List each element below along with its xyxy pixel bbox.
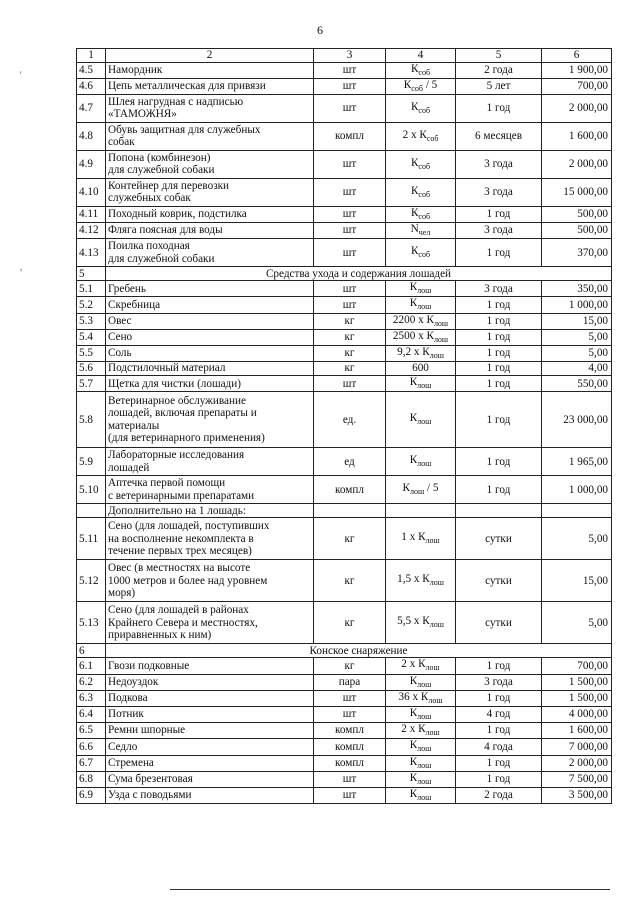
item-name: [106, 150, 314, 178]
unit: ед: [314, 448, 386, 476]
unit: шт: [314, 690, 386, 706]
item-number: 6.1: [77, 658, 106, 674]
period: 6 месяцев: [456, 122, 542, 150]
unit: кг: [314, 346, 386, 362]
table-row: [77, 150, 612, 178]
margin-mark: ': [20, 70, 22, 80]
table-row: [77, 723, 612, 739]
item-name-line: Сено (для лошадей в районах: [108, 604, 249, 617]
quantity: [386, 504, 456, 518]
quantity: $К_{лош}$: [386, 674, 456, 690]
price: 5,00: [542, 329, 612, 345]
item-number: 6.6: [77, 739, 106, 755]
unit: шт: [314, 78, 386, 94]
unit: кг: [314, 560, 386, 602]
period: 1 год: [456, 239, 542, 267]
period: 4 год: [456, 706, 542, 722]
page-number: 6: [317, 23, 323, 37]
quantity: $К_{лош}$: [386, 281, 456, 297]
quantity: $К_{соб}$: [386, 178, 456, 206]
item-number: 5.13: [77, 602, 106, 644]
item-name-line: Сено: [108, 331, 133, 344]
table-row: [77, 392, 612, 448]
quantity: $К_{лош}$: [386, 771, 456, 787]
table-row: [77, 206, 612, 222]
unit: ед.: [314, 392, 386, 448]
price: 23 000,00: [542, 392, 612, 448]
item-name: [106, 376, 314, 392]
item-name-line: для служебной собаки: [108, 252, 215, 265]
quantity: 2200 x $К_{лош}$: [386, 313, 456, 329]
item-number: 6.4: [77, 706, 106, 722]
item-name-line: на восполнение некомплекта в: [108, 532, 254, 545]
period: [456, 504, 542, 518]
item-name: [106, 223, 314, 239]
price: 550,00: [542, 376, 612, 392]
item-name-line: «ТАМОЖНЯ»: [108, 108, 177, 121]
item-name-line: Намордник: [108, 63, 163, 76]
quantity: 2 x $К_{соб}$: [386, 122, 456, 150]
item-number: 5.8: [77, 392, 106, 448]
item-name: [106, 706, 314, 722]
item-number: 4.13: [77, 239, 106, 267]
item-name: [106, 723, 314, 739]
item-name-line: Щетка для чистки (лошади): [108, 377, 241, 390]
item-name: [106, 690, 314, 706]
quantity: $К_{лош}$: [386, 392, 456, 448]
price: 350,00: [542, 281, 612, 297]
price: 15,00: [542, 560, 612, 602]
item-name-line: Ветеринарное обслуживание: [108, 394, 246, 407]
period: 1 год: [456, 755, 542, 771]
header-cell: 1: [77, 49, 106, 63]
table-row: [77, 329, 612, 345]
table-row: [77, 658, 612, 674]
item-name: [106, 62, 314, 78]
item-number: 4.9: [77, 150, 106, 178]
item-name-line: с ветеринарными препаратами: [108, 489, 255, 502]
item-name-line: Гребень: [108, 282, 146, 295]
table-row: [77, 771, 612, 787]
unit: шт: [314, 62, 386, 78]
unit: шт: [314, 771, 386, 787]
quantity: 600: [386, 362, 456, 376]
table-row: [77, 602, 612, 644]
quantity: 2 x $К_{лош}$: [386, 658, 456, 674]
quantity: 9,2 x $К_{лош}$: [386, 346, 456, 362]
item-number: 5.6: [77, 362, 106, 376]
item-name-line: служебных собак: [108, 192, 191, 205]
table-row: [77, 362, 612, 376]
unit: шт: [314, 281, 386, 297]
price: 1 000,00: [542, 297, 612, 313]
item-name-line: течение первых трех месяцев): [108, 545, 252, 558]
item-number: 6.8: [77, 771, 106, 787]
unit: шт: [314, 706, 386, 722]
period: сутки: [456, 518, 542, 560]
unit: кг: [314, 362, 386, 376]
price: 1 000,00: [542, 476, 612, 504]
quantity: $К_{соб}$: [386, 150, 456, 178]
item-number: 5.2: [77, 297, 106, 313]
item-name: [106, 178, 314, 206]
price: [542, 504, 612, 518]
item-number: [77, 504, 106, 518]
item-number: 5.4: [77, 329, 106, 345]
item-number: 4.6: [77, 78, 106, 94]
unit: кг: [314, 518, 386, 560]
period: 1 год: [456, 771, 542, 787]
table-row: [77, 755, 612, 771]
table-row: [77, 448, 612, 476]
table-row: [77, 706, 612, 722]
price: 15,00: [542, 313, 612, 329]
period: 1 год: [456, 206, 542, 222]
item-name-line: собак: [108, 136, 135, 149]
table-row: [77, 690, 612, 706]
quantity: 2500 x $К_{лош}$: [386, 329, 456, 345]
item-number: 5.5: [77, 346, 106, 362]
table-body: [77, 49, 612, 804]
period: 1 год: [456, 658, 542, 674]
table-row: [77, 281, 612, 297]
item-name: [106, 560, 314, 602]
item-number: 6.7: [77, 755, 106, 771]
item-name-line: лошадей: [108, 461, 150, 474]
norms-table: [76, 48, 612, 804]
section-title: Конское снаряжение: [106, 644, 612, 658]
item-name-line: Контейнер для перевозки: [108, 179, 230, 192]
table-row: [77, 239, 612, 267]
quantity: $К_{лош}$: [386, 376, 456, 392]
table-row: [77, 674, 612, 690]
item-name-line: для служебной собаки: [108, 164, 215, 177]
item-name-line: моря): [108, 587, 136, 600]
item-number: 5.1: [77, 281, 106, 297]
table-row: [77, 297, 612, 313]
item-name-line: Фляга поясная для воды: [108, 224, 223, 237]
item-name-line: Гвози подковные: [108, 659, 190, 672]
price: 5,00: [542, 518, 612, 560]
item-name-line: Попона (комбинезон): [108, 151, 211, 164]
price: 700,00: [542, 78, 612, 94]
item-name-line: Седло: [108, 740, 138, 753]
quantity: $К_{лош}$: [386, 706, 456, 722]
item-name-line: Скребница: [108, 298, 161, 311]
item-name: [106, 297, 314, 313]
table-row: [77, 739, 612, 755]
header-cell: 2: [106, 49, 314, 63]
unit: шт: [314, 297, 386, 313]
item-name: [106, 504, 314, 518]
item-number: 5.3: [77, 313, 106, 329]
item-name-line: Сума брезентовая: [108, 773, 193, 786]
quantity: $К_{лош}$: [386, 739, 456, 755]
table-row: [77, 476, 612, 504]
period: 1 год: [456, 362, 542, 376]
quantity: $К_{соб}$: [386, 62, 456, 78]
item-number: 6.3: [77, 690, 106, 706]
quantity: $К_{соб}$: [386, 206, 456, 222]
item-name-line: Стремена: [108, 756, 154, 769]
item-number: 4.12: [77, 223, 106, 239]
quantity: $К_{соб}$: [386, 94, 456, 122]
period: 2 года: [456, 787, 542, 803]
item-name-line: Походный коврик, подстилка: [108, 208, 247, 221]
price: 1 600,00: [542, 122, 612, 150]
period: 1 год: [456, 476, 542, 504]
item-name-line: Крайнего Севера и местностях,: [108, 616, 258, 629]
table-row: [77, 313, 612, 329]
item-name-line: (для ветеринарного применения): [108, 432, 265, 445]
item-name-line: Поилка походная: [108, 240, 190, 253]
item-name: [106, 313, 314, 329]
item-name-line: Шлея нагрудная с надписью: [108, 95, 244, 108]
item-name: [106, 771, 314, 787]
item-name: [106, 346, 314, 362]
period: 1 год: [456, 690, 542, 706]
period: 1 год: [456, 392, 542, 448]
item-name-line: материалы: [108, 419, 160, 432]
item-number: 6.2: [77, 674, 106, 690]
unit: шт: [314, 376, 386, 392]
period: 1 год: [456, 376, 542, 392]
period: сутки: [456, 602, 542, 644]
item-number: 5.11: [77, 518, 106, 560]
period: 1 год: [456, 329, 542, 345]
unit: шт: [314, 223, 386, 239]
table-row: [77, 94, 612, 122]
unit: компл: [314, 739, 386, 755]
table-row: [77, 122, 612, 150]
period: 3 года: [456, 178, 542, 206]
item-name: [106, 476, 314, 504]
item-name: [106, 78, 314, 94]
quantity: 1,5 x $К_{лош}$: [386, 560, 456, 602]
header-cell: 6: [542, 49, 612, 63]
item-number: 5.12: [77, 560, 106, 602]
item-name-line: Подкова: [108, 692, 148, 705]
header-cell: 3: [314, 49, 386, 63]
item-name-line: Потник: [108, 708, 144, 721]
item-name: [106, 674, 314, 690]
section-number: 5: [77, 267, 106, 281]
price: 1 500,00: [542, 674, 612, 690]
price: 7 500,00: [542, 771, 612, 787]
item-name-line: Недоуздок: [108, 675, 159, 688]
price: 15 000,00: [542, 178, 612, 206]
item-number: 5.7: [77, 376, 106, 392]
item-name-line: Овес: [108, 314, 132, 327]
unit: шт: [314, 150, 386, 178]
item-name: [106, 787, 314, 803]
price: 1 500,00: [542, 690, 612, 706]
item-name: [106, 329, 314, 345]
unit: шт: [314, 94, 386, 122]
item-name: [106, 602, 314, 644]
quantity: $К_{лош}$: [386, 755, 456, 771]
table-row: [77, 560, 612, 602]
price: 2 000,00: [542, 94, 612, 122]
period: 3 года: [456, 150, 542, 178]
quantity: $К_{лош} / 5$: [386, 476, 456, 504]
item-number: 6.9: [77, 787, 106, 803]
header-cell: 4: [386, 49, 456, 63]
unit: компл: [314, 755, 386, 771]
price: 5,00: [542, 602, 612, 644]
unit: компл: [314, 476, 386, 504]
quantity: $К_{соб}$: [386, 239, 456, 267]
table-row: [77, 62, 612, 78]
table-row: [77, 376, 612, 392]
price: 2 000,00: [542, 755, 612, 771]
price: 4,00: [542, 362, 612, 376]
item-number: 4.7: [77, 94, 106, 122]
unit: пара: [314, 674, 386, 690]
item-number: 4.5: [77, 62, 106, 78]
item-name: [106, 362, 314, 376]
header-row: [77, 49, 612, 63]
table-row: [77, 346, 612, 362]
item-name-line: Овес (в местностях на высоте: [108, 562, 251, 575]
unit: компл: [314, 122, 386, 150]
unit: шт: [314, 178, 386, 206]
header-cell: 5: [456, 49, 542, 63]
item-name-line: Дополнительно на 1 лошадь:: [108, 504, 246, 517]
unit: [314, 504, 386, 518]
table-row: [77, 504, 612, 518]
period: 1 год: [456, 448, 542, 476]
item-name-line: 1000 метров и более над уровнем: [108, 574, 268, 587]
item-name: [106, 206, 314, 222]
quantity: $К_{лош}$: [386, 448, 456, 476]
price: 4 000,00: [542, 706, 612, 722]
item-name-line: приравненных к ним): [108, 629, 212, 642]
item-name: [106, 94, 314, 122]
item-number: 6.5: [77, 723, 106, 739]
section-row: [77, 267, 612, 281]
price: 500,00: [542, 206, 612, 222]
item-name: [106, 281, 314, 297]
item-name: [106, 755, 314, 771]
quantity: $К_{лош}$: [386, 787, 456, 803]
item-name-line: Лабораторные исследования: [108, 449, 245, 462]
item-name-line: Подстилочный материал: [108, 362, 226, 375]
price: 2 000,00: [542, 150, 612, 178]
item-name: [106, 392, 314, 448]
price: 500,00: [542, 223, 612, 239]
period: 1 год: [456, 313, 542, 329]
item-name-line: Обувь защитная для служебных: [108, 123, 261, 136]
table-row: [77, 78, 612, 94]
price: 1 600,00: [542, 723, 612, 739]
item-number: 5.10: [77, 476, 106, 504]
quantity: 5,5 x $К_{лош}$: [386, 602, 456, 644]
quantity: 2 x $К_{лош}$: [386, 723, 456, 739]
unit: кг: [314, 329, 386, 345]
item-name: [106, 239, 314, 267]
item-name-line: Сено (для лошадей, поступивших: [108, 520, 270, 533]
item-name: [106, 518, 314, 560]
section-title: Средства ухода и содержания лошадей: [106, 267, 612, 281]
price: 5,00: [542, 346, 612, 362]
item-name-line: Соль: [108, 347, 132, 360]
quantity: 1 x $К_{лош}$: [386, 518, 456, 560]
item-name-line: Аптечка первой помощи: [108, 477, 226, 490]
table-row: [77, 518, 612, 560]
period: 3 года: [456, 281, 542, 297]
item-name: [106, 122, 314, 150]
period: 3 года: [456, 674, 542, 690]
quantity: 36 x $К_{лош}$: [386, 690, 456, 706]
price: 1 965,00: [542, 448, 612, 476]
period: 1 год: [456, 297, 542, 313]
quantity: $N_{чел}$: [386, 223, 456, 239]
table-row: [77, 787, 612, 803]
period: 1 год: [456, 723, 542, 739]
period: 1 год: [456, 94, 542, 122]
unit: кг: [314, 658, 386, 674]
quantity: $К_{соб} / 5$: [386, 78, 456, 94]
table-row: [77, 223, 612, 239]
unit: компл: [314, 723, 386, 739]
unit: кг: [314, 602, 386, 644]
period: 5 лет: [456, 78, 542, 94]
section-row: [77, 644, 612, 658]
price: 370,00: [542, 239, 612, 267]
unit: шт: [314, 787, 386, 803]
period: сутки: [456, 560, 542, 602]
margin-mark: ,: [20, 262, 23, 272]
footer-rule: [170, 889, 610, 890]
item-number: 4.8: [77, 122, 106, 150]
item-name-line: Цепь металлическая для привязи: [108, 80, 266, 93]
item-name-line: Узда с поводьями: [108, 789, 192, 802]
price: 7 000,00: [542, 739, 612, 755]
period: 3 года: [456, 223, 542, 239]
section-number: 6: [77, 644, 106, 658]
unit: шт: [314, 239, 386, 267]
item-name: [106, 448, 314, 476]
period: 1 год: [456, 346, 542, 362]
item-number: 5.9: [77, 448, 106, 476]
unit: шт: [314, 206, 386, 222]
item-number: 4.10: [77, 178, 106, 206]
item-name: [106, 658, 314, 674]
item-name: [106, 739, 314, 755]
price: 1 900,00: [542, 62, 612, 78]
quantity: $К_{лош}$: [386, 297, 456, 313]
item-number: 4.11: [77, 206, 106, 222]
item-name-line: Ремни шпорные: [108, 724, 186, 737]
item-name-line: лошадей, включая препараты и: [108, 407, 257, 420]
price: 700,00: [542, 658, 612, 674]
period: 2 года: [456, 62, 542, 78]
table-row: [77, 178, 612, 206]
unit: кг: [314, 313, 386, 329]
period: 4 года: [456, 739, 542, 755]
price: 3 500,00: [542, 787, 612, 803]
